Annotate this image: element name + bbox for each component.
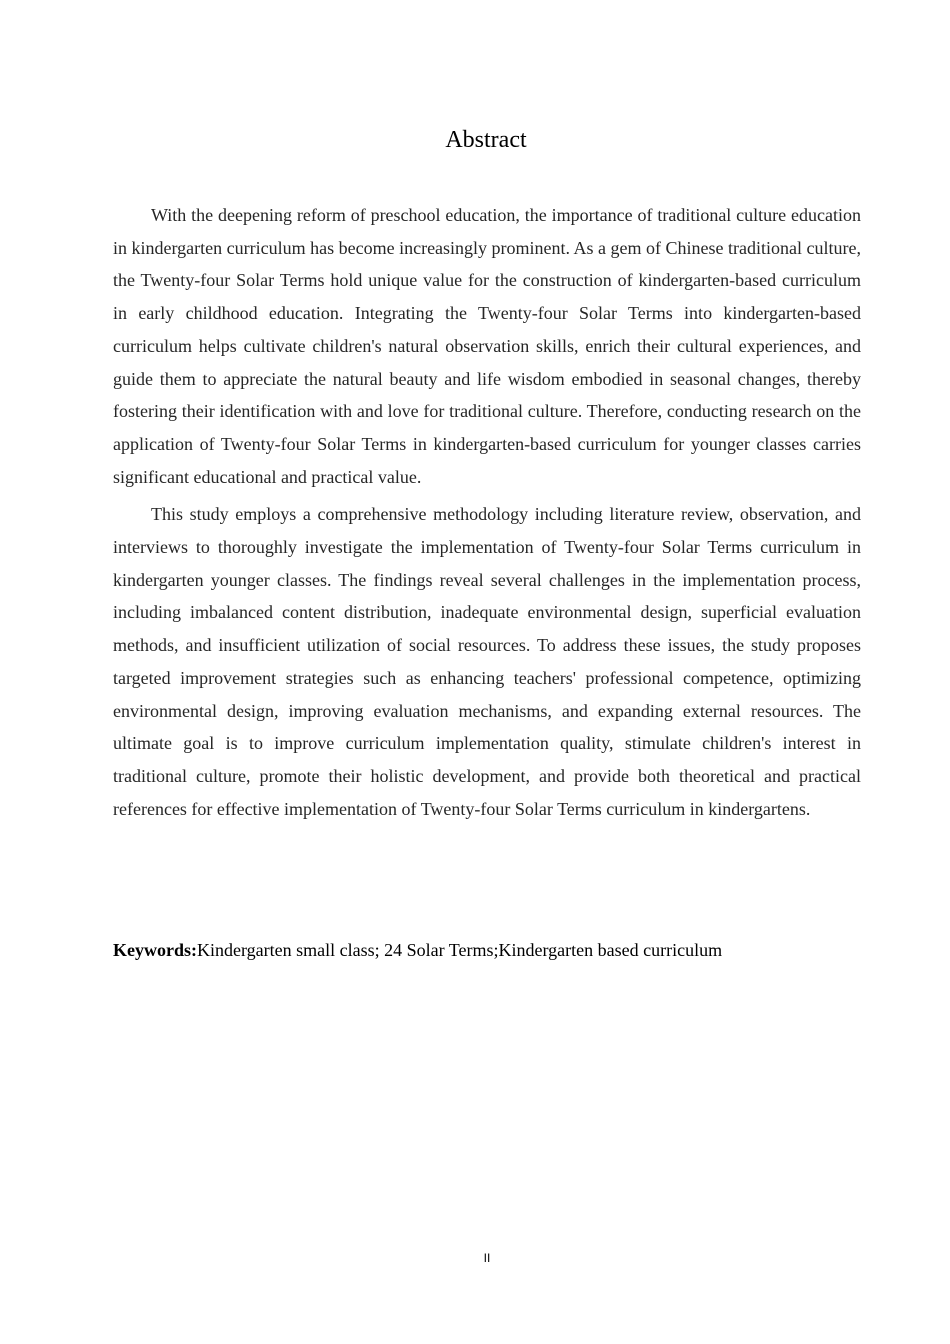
keywords-line <box>113 934 873 966</box>
abstract-paragraph-2: This study employs a comprehensive methodology including literature review, observation, and interviews to thoroughly investigate the implementation of Twenty-four Solar Terms curriculum in kindergarten younger classes. The findings reveal several challenges in the implementation process, including imbalanced content distribution, inadequate environmental design, superficial evaluation methods, and insufficient utilization of social resources. To address these issues, the study proposes targeted improvement strategies such as enhancing teachers' professional competence, optimizing environmental design, improving evaluation mechanisms, and expanding external resources. The ultimate goal is to improve curriculum implementation quality, stimulate children's interest in traditional culture, promote their holistic development, and provide both theoretical and practical references for effective implementation of Twenty-four Solar Terms curriculum in kindergartens. <box>113 504 861 819</box>
abstract-title: Abstract <box>445 127 527 153</box>
abstract-paragraph-1: With the deepening reform of preschool education, the importance of traditional culture education in kindergarten curriculum has become increasingly prominent. As a gem of Chinese traditional culture, the Twenty-four Solar Terms hold unique value for the construction of kindergarten-based curriculum in early childhood education. Integrating the Twenty-four Solar Terms into kindergarten-based curriculum helps cultivate children's natural observation skills, enrich their cultural experiences, and guide them to appreciate the natural beauty and life wisdom embodied in seasonal changes, thereby fostering their identification with and love for traditional culture. Therefore, conducting research on the application of Twenty-four Solar Terms in kindergarten-based curriculum for younger classes carries significant educational and practical value. <box>113 205 861 487</box>
page-number: II <box>483 1251 491 1265</box>
abstract-body <box>113 199 861 830</box>
keywords-label: Keywords: <box>113 940 197 960</box>
keywords-text: Kindergarten small class; 24 Solar Terms;Kindergarten based curriculum <box>197 940 723 960</box>
